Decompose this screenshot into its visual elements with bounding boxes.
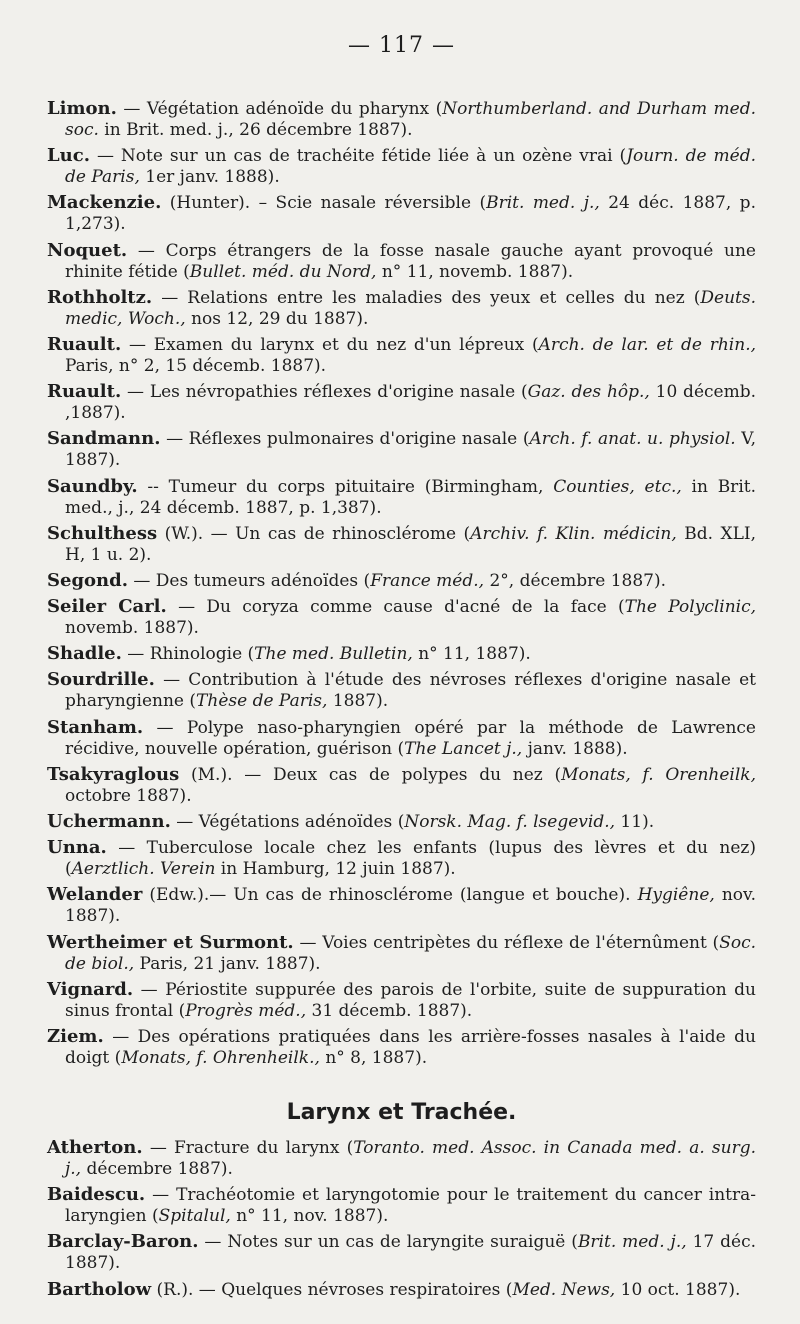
entry-tail: 11). [615,812,655,832]
entry-reference: Arch. de lar. et de rhin., [538,334,756,355]
entry-tail: 10 décemb. ,1887). [65,382,756,424]
entry-tail: nos 12, 29 du 1887). [185,308,369,329]
entry-text: – Scie nasale réversible ( [250,193,487,214]
bibliography-entry [47,837,756,880]
entry-author: Ziem. [47,1025,104,1047]
section-heading: Larynx et Trachée. [286,1099,517,1125]
entry-author: Noquet. [47,239,128,261]
bibliography-entry [47,979,756,1022]
bibliography-entry [47,643,756,665]
entry-reference: Hygiêne, [637,885,715,906]
entry-text: — Trachéotomie et laryngotomie pour le traitement du cancer intra-laryngien ( [65,1185,756,1227]
bibliography-entry [47,1137,756,1180]
bibliography-entry [47,570,756,592]
entry-reference: The Lancet j., [404,738,523,759]
entry-tail: n° 11, novemb. 1887). [376,261,574,282]
entry-tail: janv. 1888). [522,738,628,759]
entry-author: Atherton. [47,1136,143,1158]
bibliography-entry [47,717,756,760]
entry-author: Ruault. [47,333,122,355]
entry-reference: Bullet. méd. du Nord, [189,261,377,282]
page-number: — 117 — [348,33,455,58]
entry-author: Sandmann. [47,428,161,450]
entry-author: Ruault. [47,381,122,403]
entry-text: — Rhinologie ( [121,644,255,665]
entry-text: — Des tumeurs adénoïdes ( [127,570,371,591]
entry-author: Mackenzie. [47,192,162,214]
bibliography-entry [47,287,756,330]
entry-tail: décembre 1887). [81,1158,233,1179]
entry-tail: 2°, décembre 1887). [484,570,667,591]
bibliography-list-nasal [47,98,756,1069]
entry-initials: (M.). [179,764,233,785]
entry-reference: Northumberland. and Durham med. soc. [65,99,757,140]
bibliography-entry [47,1231,756,1274]
entry-reference: The Polyclinic, [624,597,757,618]
entry-reference: Journ. de méd. de Paris, [65,146,756,188]
entry-tail: 17 déc. 1887). [65,1232,756,1274]
entry-tail: in Brit. med., j., 24 décemb. 1887, p. 1,387). [65,476,756,518]
entry-author: Shadle. [47,643,122,665]
entry-author: Sourdrille. [47,669,155,691]
entry-tail: 1887). [327,691,389,712]
entry-author: Bartholow [47,1278,152,1300]
entry-tail: in Brit. med. j., 26 décembre 1887). [98,120,413,140]
bibliography-entry [47,1026,756,1069]
entry-tail: 1er janv. 1888). [139,167,280,188]
entry-author: Limon. [47,98,117,119]
entry-text: — Quelques névroses respiratoires ( [193,1279,513,1300]
bibliography-entry [47,596,756,639]
entry-author: Barclay-Baron. [47,1231,199,1253]
entry-tail: Paris, 21 janv. 1887). [134,953,321,974]
entry-author: Vignard. [47,978,134,1000]
bibliography-entry [47,381,756,424]
entry-reference: Archiv. f. Klin. médicin, [470,523,677,544]
bibliography-entry [47,428,756,471]
entry-text: — Deux cas de polypes du nez ( [232,764,562,785]
bibliography-entry [47,98,756,141]
entry-reference: Toranto. med. Assoc. in Canada med. a. surg. j., [65,1137,756,1179]
entry-author: Segond. [47,569,128,591]
entry-tail: n° 8, 1887). [319,1047,428,1068]
entry-tail: nov. 1887). [65,885,756,927]
bibliography-entry [47,884,756,927]
entry-tail: n° 11, nov. 1887). [230,1206,389,1227]
entry-tail: 24 déc. 1887, p. 1,273). [65,193,756,235]
entry-initials: (Edw.). [142,885,210,906]
bibliography-list-larynx [47,1137,756,1301]
entry-tail: octobre 1887). [65,785,192,806]
entry-author: Luc. [47,145,90,167]
entry-author: Unna. [47,837,107,859]
entry-text: — Note sur un cas de trachéite fétide liée à un ozène vrai ( [89,146,627,167]
bibliography-entry [47,932,756,975]
entry-author: Stanham. [47,716,144,738]
entry-text: — Du coryza comme cause d'acné de la face ( [166,597,625,618]
entry-text: — Un cas de rhinosclérome ( [203,523,471,544]
entry-tail: Bd. XLI, H, 1 u. 2). [65,523,756,565]
entry-tail: novemb. 1887). [65,618,199,639]
entry-tail: in Hamburg, 12 juin 1887). [215,859,456,880]
bibliography-entry [47,523,756,566]
entry-tail: n° 11, 1887). [412,644,531,665]
bibliography-entry [47,669,756,712]
entry-reference: Counties, etc., [553,476,682,497]
entry-reference: Progrès méd., [185,1000,307,1021]
entry-text: — Tuberculose locale chez les enfants (lupus des lèvres et du nez) ( [65,838,756,880]
entry-reference: Norsk. Mag. f. lsegevid., [404,812,616,832]
entry-reference: Monats, f. Ohrenheilk., [121,1047,320,1068]
bibliography-entry [47,1279,756,1301]
entry-tail: Paris, n° 2, 15 décemb. 1887). [65,355,327,376]
entry-reference: Arch. f. anat. u. physiol. [529,429,736,450]
entry-reference: The med. Bulletin, [254,644,413,665]
entry-tail: 31 décemb. 1887). [306,1000,473,1021]
entry-text: — Contribution à l'étude des névroses réflexes d'origine nasale et pharyngienne ( [65,670,756,712]
entry-author: Saundby. [47,475,138,497]
entry-reference: Deuts. medic, Woch., [65,287,756,329]
entry-tail: 10 oct. 1887). [615,1279,741,1300]
entry-text: — Examen du larynx et du nez d'un lépreux ( [121,334,539,355]
entry-reference: Med. News, [512,1279,616,1300]
entry-reference: Brit. med. j., [486,193,600,214]
entry-reference: Thèse de Paris, [196,691,328,712]
entry-author: Schulthess [47,522,158,544]
bibliography-entry [47,145,756,188]
entry-reference: Soc. de biol., [65,932,757,974]
entry-author: Uchermann. [47,811,171,832]
bibliography-entry [47,811,756,833]
entry-reference: Aerztlich. Verein [71,859,216,880]
bibliography-entry [47,334,756,377]
entry-initials: (Hunter). [161,193,251,214]
entry-text: — Les névropathies réflexes d'origine nasale ( [121,382,528,403]
entry-author: Wertheimer et Surmont. [47,931,294,953]
entry-text: — Notes sur un cas de laryngite suraiguë ( [198,1232,578,1253]
bibliography-entry [47,240,756,283]
entry-text: — Un cas de rhinosclérome (langue et bouche). [209,885,638,906]
entry-initials: (W.). [157,523,204,544]
entry-reference: Spitalul, [158,1206,231,1227]
entry-text: — Fracture du larynx ( [142,1137,354,1158]
bibliography-entry [47,476,756,519]
entry-author: Rothholtz. [47,286,153,308]
entry-text: — Des opérations pratiquées dans les arrière-fosses nasales à l'aide du doigt ( [65,1026,756,1068]
entry-author: Seiler Carl. [47,596,167,618]
entry-reference: Monats, f. Orenheilk, [561,764,756,785]
entry-text: — Corps étrangers de la fosse nasale gauche ayant provoqué une rhinite fétide ( [65,240,756,282]
entry-reference: Gaz. des hôp., [527,382,650,403]
bibliography-entry [47,1184,756,1227]
entry-author: Tsakyraglous [47,763,180,785]
entry-text: — Végétation adénoïde du pharynx ( [116,99,443,119]
entry-initials: (R.). [151,1279,194,1300]
bibliography-entry [47,192,756,235]
entry-text: — Relations entre les maladies des yeux et celles du nez ( [152,287,701,308]
entry-reference: France méd., [370,570,485,591]
bibliography-entry [47,764,756,807]
entry-tail: V, 1887). [65,429,756,471]
entry-text: — Voies centripètes du réflexe de l'éternûment ( [293,932,720,953]
entry-author: Baidescu. [47,1184,146,1206]
entry-text: — Polype naso-pharyngien opéré par la méthode de Lawrence récidive, nouvelle opération, guérison ( [65,717,756,759]
entry-text: -- Tumeur du corps pituitaire (Birmingham, [137,476,554,497]
entry-reference: Brit. med. j., [577,1232,687,1253]
entry-author: Welander [47,884,143,906]
entry-text: — Végétations adénoïdes ( [170,812,405,832]
entry-text: — Réflexes pulmonaires d'origine nasale ( [160,429,530,450]
entry-text: — Périostite suppurée des parois de l'orbite, suite de suppuration du sinus frontal ( [65,979,756,1021]
